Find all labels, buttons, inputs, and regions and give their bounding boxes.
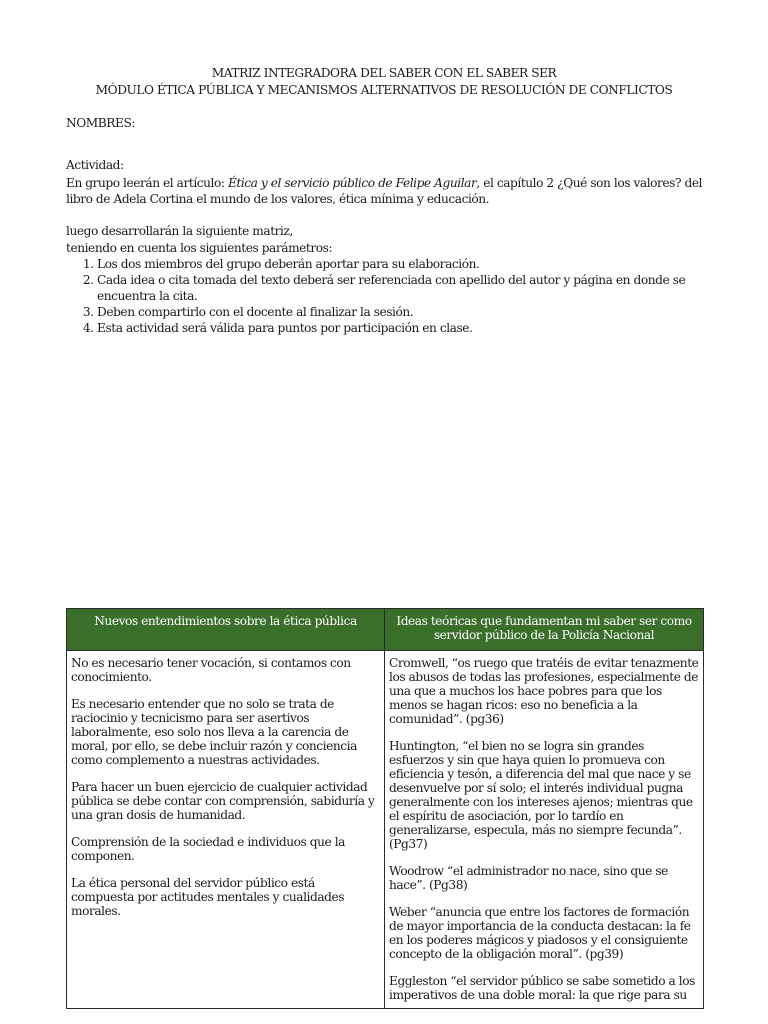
left-paragraph: La ética personal del servidor público está compuesta por actitudes mentales y cualidades morales. — [71, 876, 345, 918]
matrix-cell-right — [385, 651, 704, 1009]
matrix-header-right: Ideas teóricas que fundamentan mi saber ser como servidor público de la Policía Nacional — [385, 609, 704, 651]
develop-instruction: luego desarrollarán la siguiente matriz, — [66, 224, 293, 238]
right-paragraph: Weber “anuncia que entre los factores de formación de mayor importancia de la conducta destacan: la fe en los poderes mágicos y piadosos y el consiguiente concepto de la obligación moral”. (pg39) — [389, 905, 691, 961]
activity-intro-prefix: En grupo leerán el artículo: — [66, 176, 228, 190]
right-paragraph: Woodrow “el administrador no nace, sino que se hace”. (Pg38) — [389, 864, 668, 892]
matrix-cell-left — [67, 651, 385, 1009]
left-paragraph: No es necesario tener vocación, si contamos con conocimiento. — [71, 656, 351, 684]
left-paragraph: Para hacer un buen ejercicio de cualquier actividad pública se debe contar con comprensión, sabiduría y una gran dosis de humanidad. — [71, 780, 375, 822]
right-paragraph: Cromwell, “os ruego que tratéis de evitar tenazmente los abusos de todas las profesiones, especialmente de una que a muchos los hace pobres para que los menos se hagan ricos: eso no beneficia a la comunidad”. (pg36) — [389, 656, 699, 726]
matrix-header-left: Nuevos entendimientos sobre la ética pública — [67, 609, 385, 651]
activity-intro — [66, 175, 706, 207]
parameter-item: 3. Deben compartirlo con el docente al finalizar la sesión. — [97, 304, 737, 320]
right-paragraph: Eggleston “el servidor público se sabe sometido a los imperativos de una doble moral: la que rige para su — [389, 974, 695, 1002]
names-label: NOMBRES: — [66, 116, 136, 130]
left-paragraph: Es necesario entender que no solo se trata de raciocinio y tecnicismo para ser asertivos laboralmente, eso solo nos lleva a la carencia de moral, por ello, se debe incluir razón y conciencia como complemento a nuestras actividades. — [71, 697, 357, 767]
matrix-header-row — [67, 609, 704, 651]
document-title: MATRIZ INTEGRADORA DEL SABER CON EL SABER SER — [211, 66, 557, 80]
activity-intro-suffix: , el capítulo 2 ¿Qué son los valores? del libro de Adela Cortina el mundo de los valores, ética mínima y educación. — [66, 176, 703, 206]
document-subtitle: MÓDULO ÉTICA PÚBLICA Y MECANISMOS ALTERNATIVOS DE RESOLUCIÓN DE CONFLICTOS — [95, 83, 673, 97]
parameters-instruction: teniendo en cuenta los siguientes parámetros: — [66, 241, 333, 255]
left-paragraph: Comprensión de la sociedad e individuos que la componen. — [71, 835, 345, 863]
integration-matrix — [66, 608, 704, 1009]
parameters-list — [66, 256, 737, 336]
parameter-item: 1. Los dos miembros del grupo deberán aportar para su elaboración. — [97, 256, 737, 272]
parameter-item: 2. Cada idea o cita tomada del texto deberá ser referenciada con apellido del autor y página en donde se encuentra la cita. — [97, 272, 737, 304]
right-paragraph: Huntington, “el bien no se logra sin grandes esfuerzos y sin que haya quien lo promueva con eficiencia y tesón, a diferencia del mal que nace y se desenvuelve por sí solo; el interés individual pugna generalmente con los intereses ajenos; mientras que el espíritu de asociación, por lo tardío en generalizarse, especula, más no siempre fecunda”. (Pg37) — [389, 739, 693, 851]
activity-label: Actividad: — [66, 158, 124, 172]
matrix-body-row — [67, 651, 704, 1009]
parameter-item: 4. Esta actividad será válida para puntos por participación en clase. — [97, 320, 737, 336]
article-title: Ética y el servicio público de Felipe Aguilar — [227, 176, 477, 190]
